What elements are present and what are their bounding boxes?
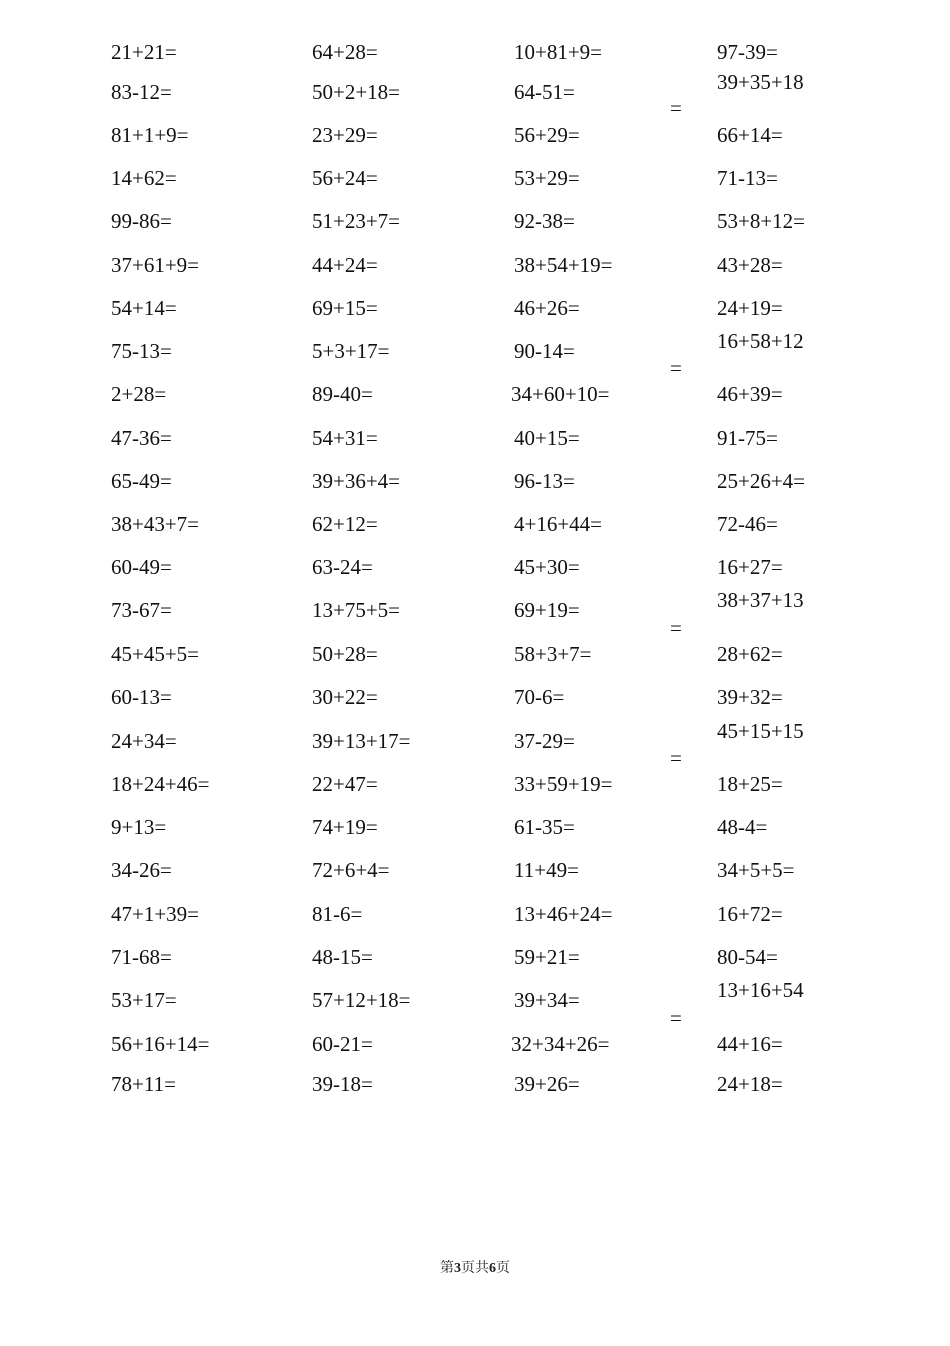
footer-current-page: 3 <box>454 1261 461 1276</box>
math-problem: 48-4= <box>717 815 768 839</box>
footer-middle: 页共 <box>461 1261 489 1276</box>
wrapped-equals-sign: = <box>670 1006 682 1030</box>
math-problem: 38+37+13 <box>717 588 804 612</box>
math-problem: 43+28= <box>717 253 783 277</box>
math-problem: 57+12+18= <box>312 988 411 1012</box>
math-problem: 38+43+7= <box>111 512 200 536</box>
math-problem: 56+29= <box>514 123 580 147</box>
math-problem: 45+45+5= <box>111 642 200 666</box>
math-problem: 46+39= <box>717 382 783 406</box>
math-problem: 37+61+9= <box>111 253 200 277</box>
math-problem: 65-49= <box>111 469 172 493</box>
math-problem: 2+28= <box>111 382 167 406</box>
math-problem: 39+32= <box>717 685 783 709</box>
math-problem: 16+58+12 <box>717 329 804 353</box>
math-problem: 83-12= <box>111 80 172 104</box>
math-problem: 44+16= <box>717 1032 783 1056</box>
math-problem: 23+29= <box>312 123 378 147</box>
footer-prefix: 第 <box>440 1261 454 1276</box>
math-problem: 75-13= <box>111 339 172 363</box>
math-problem: 5+3+17= <box>312 339 390 363</box>
math-problem: 25+26+4= <box>717 469 806 493</box>
math-problem: 24+34= <box>111 729 177 753</box>
math-problem: 4+16+44= <box>514 512 603 536</box>
math-problem: 24+19= <box>717 296 783 320</box>
math-problem: 18+24+46= <box>111 772 210 796</box>
math-problem: 24+18= <box>717 1072 783 1096</box>
math-problem: 16+27= <box>717 555 783 579</box>
math-problem: 34+60+10= <box>511 382 610 406</box>
math-problem: 66+14= <box>717 123 783 147</box>
math-problem: 14+62= <box>111 166 177 190</box>
math-problem: 39+36+4= <box>312 469 401 493</box>
math-problem: 63-24= <box>312 555 373 579</box>
math-problem: 50+2+18= <box>312 80 401 104</box>
math-problem: 46+26= <box>514 296 580 320</box>
math-problem: 30+22= <box>312 685 378 709</box>
math-problem: 47+1+39= <box>111 902 200 926</box>
math-problem: 13+16+54 <box>717 978 804 1002</box>
math-problem: 81+1+9= <box>111 123 189 147</box>
math-problem: 39+26= <box>514 1072 580 1096</box>
math-problem: 39+35+18 <box>717 70 804 94</box>
math-problem: 69+19= <box>514 598 580 622</box>
math-problem: 44+24= <box>312 253 378 277</box>
math-problem: 51+23+7= <box>312 209 401 233</box>
math-problem: 81-6= <box>312 902 363 926</box>
math-problem: 99-86= <box>111 209 172 233</box>
math-problem: 13+75+5= <box>312 598 401 622</box>
math-problem: 90-14= <box>514 339 575 363</box>
math-problem: 9+13= <box>111 815 167 839</box>
wrapped-equals-sign: = <box>670 96 682 120</box>
math-problem: 72+6+4= <box>312 858 390 882</box>
math-problem: 37-29= <box>514 729 575 753</box>
math-problem: 47-36= <box>111 426 172 450</box>
math-problem: 74+19= <box>312 815 378 839</box>
math-problem: 54+31= <box>312 426 378 450</box>
math-problem: 59+21= <box>514 945 580 969</box>
math-problem: 89-40= <box>312 382 373 406</box>
math-problem: 54+14= <box>111 296 177 320</box>
math-problem: 97-39= <box>717 40 778 64</box>
math-problem: 91-75= <box>717 426 778 450</box>
wrapped-equals-sign: = <box>670 616 682 640</box>
math-problem: 48-15= <box>312 945 373 969</box>
math-problem: 13+46+24= <box>514 902 613 926</box>
math-problem: 62+12= <box>312 512 378 536</box>
math-problem: 72-46= <box>717 512 778 536</box>
footer-suffix: 页 <box>496 1261 510 1276</box>
wrapped-equals-sign: = <box>670 746 682 770</box>
math-problem: 73-67= <box>111 598 172 622</box>
math-problem: 22+47= <box>312 772 378 796</box>
wrapped-equals-sign: = <box>670 356 682 380</box>
math-problem: 39+13+17= <box>312 729 411 753</box>
math-problem: 45+30= <box>514 555 580 579</box>
math-problem: 64-51= <box>514 80 575 104</box>
math-problem: 39-18= <box>312 1072 373 1096</box>
math-problem: 56+24= <box>312 166 378 190</box>
math-problem: 34-26= <box>111 858 172 882</box>
math-problem: 71-13= <box>717 166 778 190</box>
math-problem: 11+49= <box>514 858 579 882</box>
math-problem: 32+34+26= <box>511 1032 610 1056</box>
math-problem: 39+34= <box>514 988 580 1012</box>
math-problem: 53+29= <box>514 166 580 190</box>
page-footer <box>0 1257 950 1277</box>
math-problem: 45+15+15 <box>717 719 804 743</box>
math-problem: 80-54= <box>717 945 778 969</box>
math-problem: 61-35= <box>514 815 575 839</box>
math-problem: 18+25= <box>717 772 783 796</box>
math-problem: 78+11= <box>111 1072 176 1096</box>
math-problem: 40+15= <box>514 426 580 450</box>
math-problem: 70-6= <box>514 685 565 709</box>
footer-total-pages: 6 <box>489 1261 496 1276</box>
math-problem: 96-13= <box>514 469 575 493</box>
math-problem: 53+17= <box>111 988 177 1012</box>
math-problem: 16+72= <box>717 902 783 926</box>
math-problem: 53+8+12= <box>717 209 806 233</box>
math-problem: 69+15= <box>312 296 378 320</box>
math-problem: 50+28= <box>312 642 378 666</box>
math-problem: 34+5+5= <box>717 858 795 882</box>
math-problem: 60-49= <box>111 555 172 579</box>
math-problem: 38+54+19= <box>514 253 613 277</box>
math-problem: 92-38= <box>514 209 575 233</box>
math-problem: 60-13= <box>111 685 172 709</box>
math-problem: 71-68= <box>111 945 172 969</box>
math-problem: 60-21= <box>312 1032 373 1056</box>
math-problem: 21+21= <box>111 40 177 64</box>
math-problem: 56+16+14= <box>111 1032 210 1056</box>
math-problem: 64+28= <box>312 40 378 64</box>
math-problem: 10+81+9= <box>514 40 603 64</box>
math-problem: 58+3+7= <box>514 642 592 666</box>
math-problem: 28+62= <box>717 642 783 666</box>
math-problem: 33+59+19= <box>514 772 613 796</box>
